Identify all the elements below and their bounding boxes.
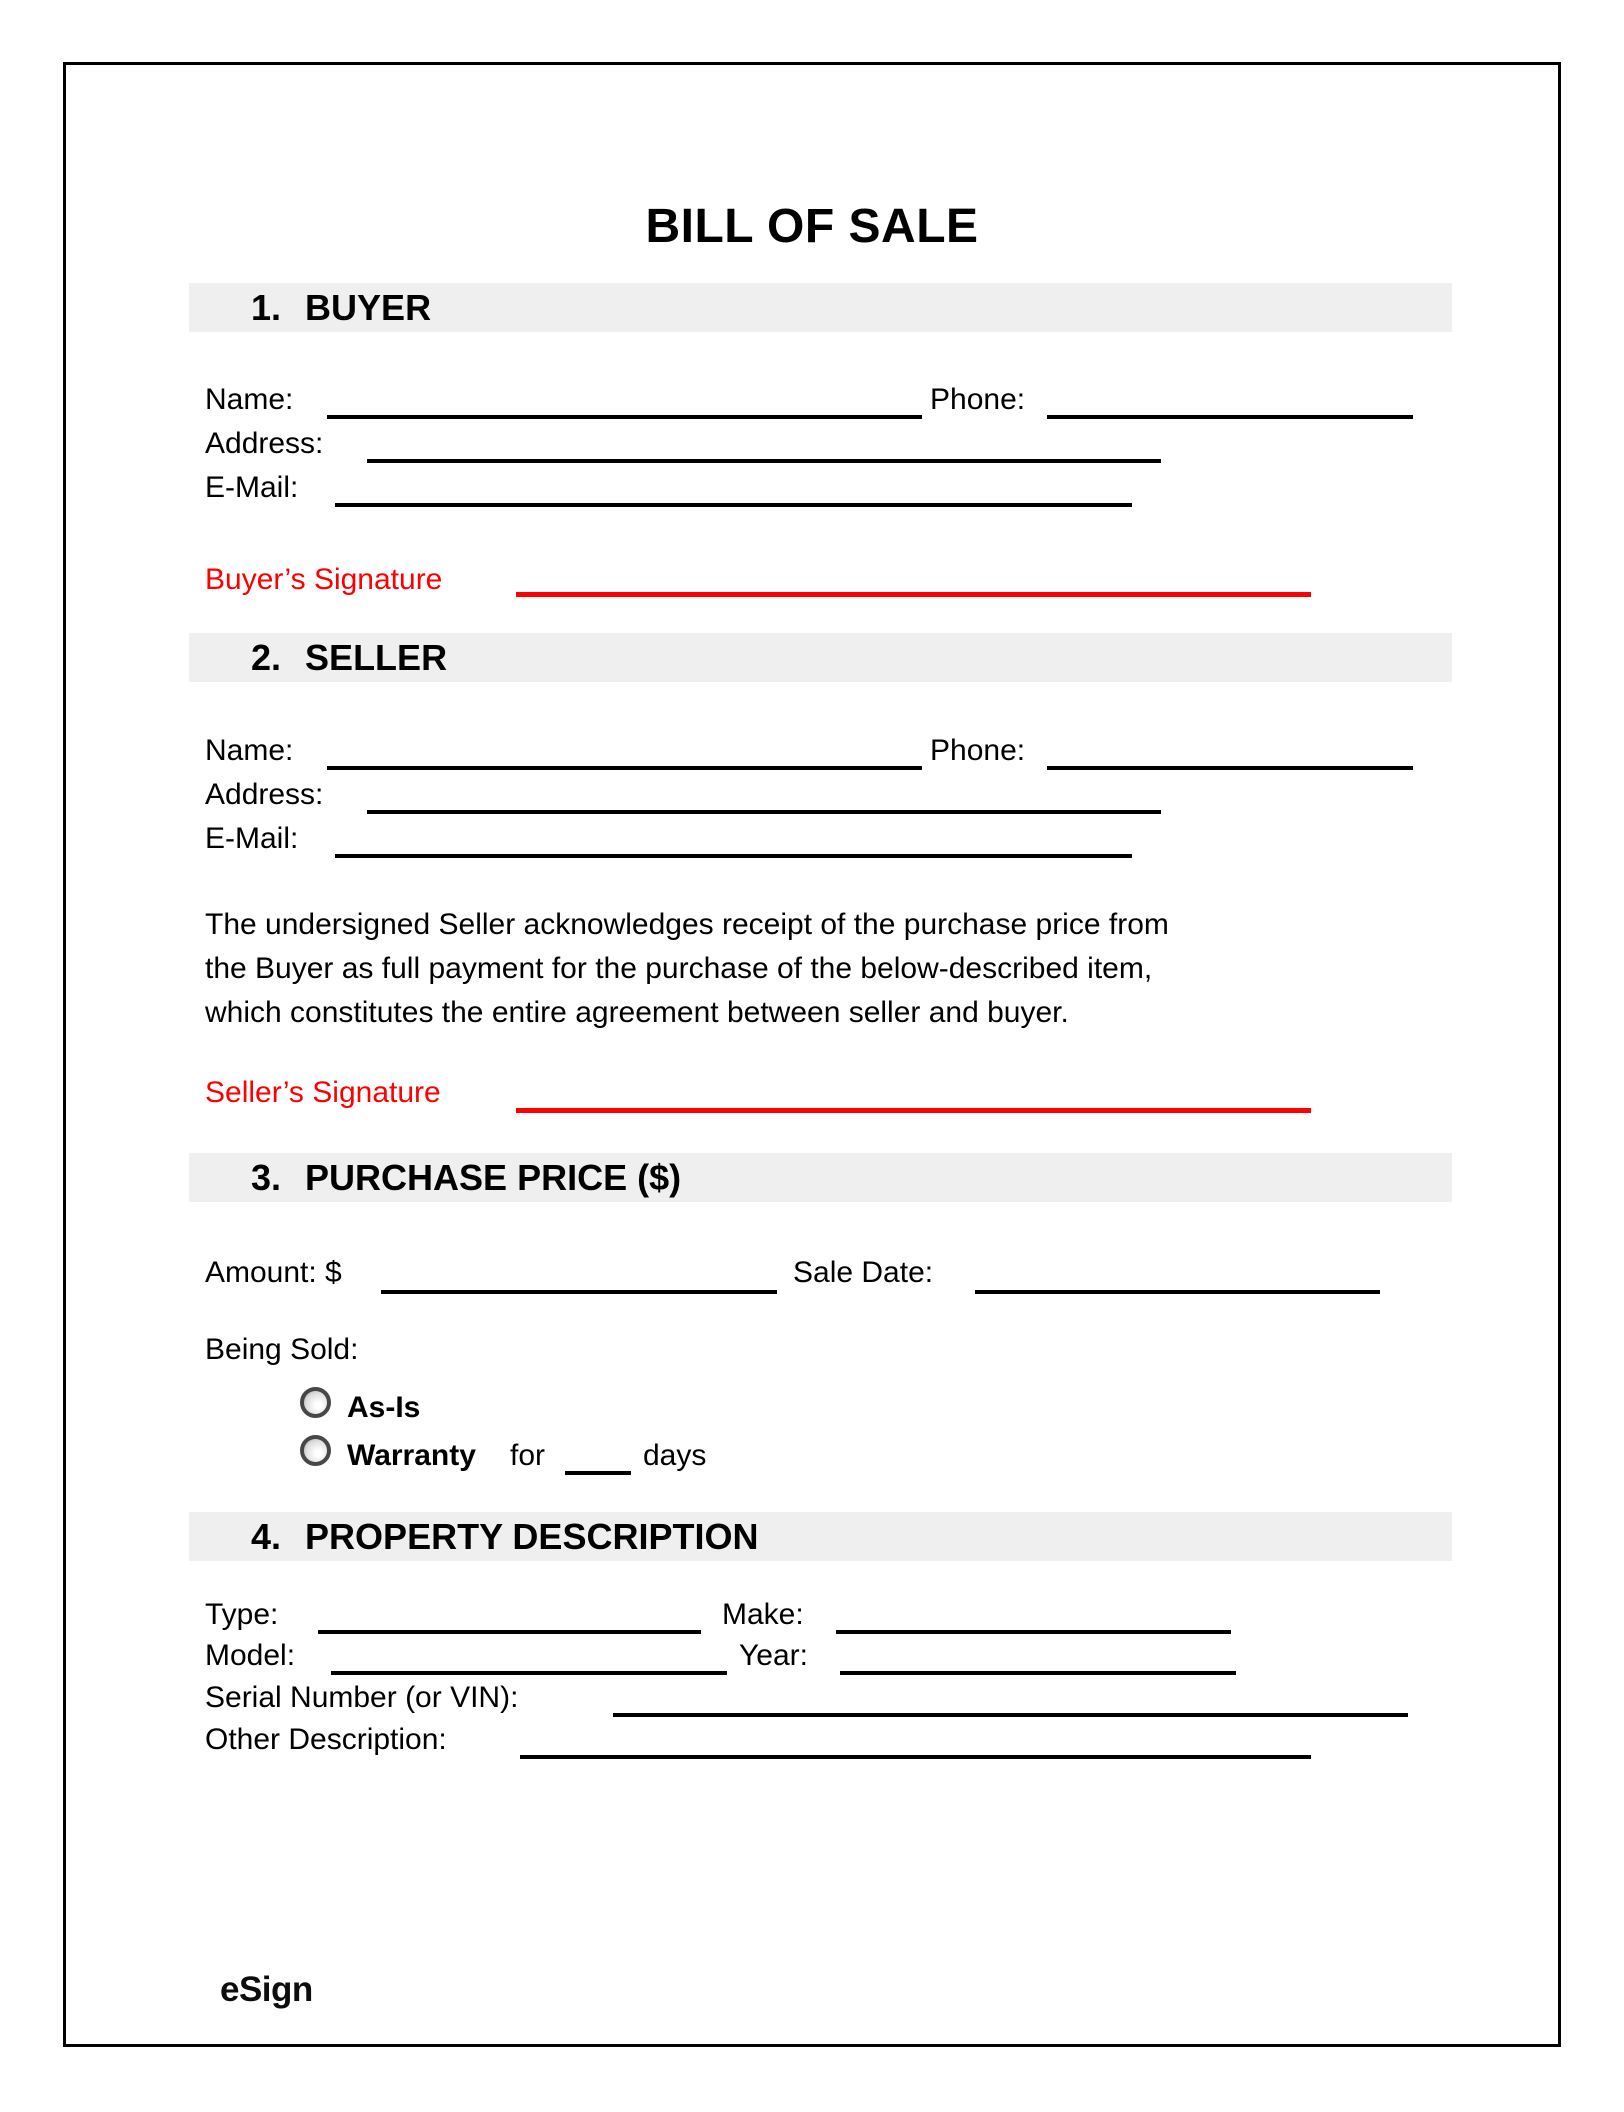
- model-label: Model:: [205, 1639, 296, 1672]
- year-field[interactable]: [840, 1671, 1236, 1675]
- warranty-radio[interactable]: [300, 1435, 331, 1466]
- buyer-signature-label: Buyer’s Signature: [205, 563, 443, 596]
- section-buyer-number: 1.: [251, 287, 282, 328]
- make-field[interactable]: [836, 1630, 1231, 1634]
- sale-date-label: Sale Date:: [793, 1256, 934, 1289]
- serial-number-field[interactable]: [613, 1713, 1408, 1717]
- acknowledgment-line-1: The undersigned Seller acknowledges receipt of the purchase price from: [205, 908, 1169, 941]
- buyer-name-label: Name:: [205, 383, 294, 416]
- document-border: [63, 62, 1561, 2047]
- section-property-number: 4.: [251, 1516, 282, 1557]
- serial-number-label: Serial Number (or VIN):: [205, 1681, 519, 1714]
- seller-address-label: Address:: [205, 778, 324, 811]
- seller-phone-label: Phone:: [930, 734, 1026, 767]
- warranty-days-label: days: [643, 1439, 707, 1472]
- as-is-label: As-Is: [347, 1391, 421, 1424]
- amount-label: Amount: $: [205, 1256, 342, 1289]
- buyer-signature-field[interactable]: [516, 592, 1311, 597]
- seller-name-label: Name:: [205, 734, 294, 767]
- section-seller-header: [189, 633, 1452, 682]
- type-field[interactable]: [318, 1630, 701, 1634]
- sale-date-field[interactable]: [975, 1290, 1380, 1294]
- warranty-for-label: for: [510, 1439, 546, 1472]
- seller-signature-field[interactable]: [516, 1108, 1311, 1113]
- esign-logo: eSign: [220, 1970, 313, 2009]
- section-price-header: [189, 1153, 1452, 1202]
- section-price-heading: PURCHASE PRICE ($): [305, 1157, 682, 1198]
- buyer-address-label: Address:: [205, 427, 324, 460]
- page-title: BILL OF SALE: [645, 200, 979, 253]
- model-field[interactable]: [331, 1671, 727, 1675]
- amount-field[interactable]: [381, 1290, 777, 1294]
- section-seller-number: 2.: [251, 637, 282, 678]
- acknowledgment-line-2: the Buyer as full payment for the purchase of the below-described item,: [205, 952, 1153, 985]
- section-buyer-heading: BUYER: [305, 287, 432, 328]
- seller-phone-field[interactable]: [1047, 766, 1413, 770]
- buyer-name-field[interactable]: [327, 415, 922, 419]
- buyer-address-field[interactable]: [367, 459, 1161, 463]
- section-property-header: [189, 1512, 1452, 1561]
- acknowledgment-line-3: which constitutes the entire agreement between seller and buyer.: [205, 996, 1069, 1029]
- seller-acknowledgment-paragraph: [205, 903, 1505, 1035]
- buyer-phone-field[interactable]: [1047, 415, 1413, 419]
- being-sold-label: Being Sold:: [205, 1333, 359, 1366]
- warranty-label: Warranty: [347, 1439, 476, 1472]
- other-description-field[interactable]: [520, 1755, 1311, 1759]
- seller-address-field[interactable]: [367, 810, 1161, 814]
- buyer-email-label: E-Mail:: [205, 471, 299, 504]
- buyer-email-field[interactable]: [335, 503, 1132, 507]
- seller-email-label: E-Mail:: [205, 822, 299, 855]
- as-is-radio[interactable]: [300, 1387, 331, 1418]
- section-property-heading: PROPERTY DESCRIPTION: [305, 1516, 759, 1557]
- other-description-label: Other Description:: [205, 1723, 447, 1756]
- seller-name-field[interactable]: [327, 766, 922, 770]
- make-label: Make:: [722, 1598, 804, 1631]
- buyer-phone-label: Phone:: [930, 383, 1026, 416]
- year-label: Year:: [739, 1639, 808, 1672]
- seller-signature-label: Seller’s Signature: [205, 1076, 441, 1109]
- warranty-days-field[interactable]: [565, 1471, 631, 1475]
- section-buyer-header: [189, 283, 1452, 332]
- section-seller-heading: SELLER: [305, 637, 448, 678]
- seller-email-field[interactable]: [335, 854, 1132, 858]
- section-price-number: 3.: [251, 1157, 282, 1198]
- type-label: Type:: [205, 1598, 279, 1631]
